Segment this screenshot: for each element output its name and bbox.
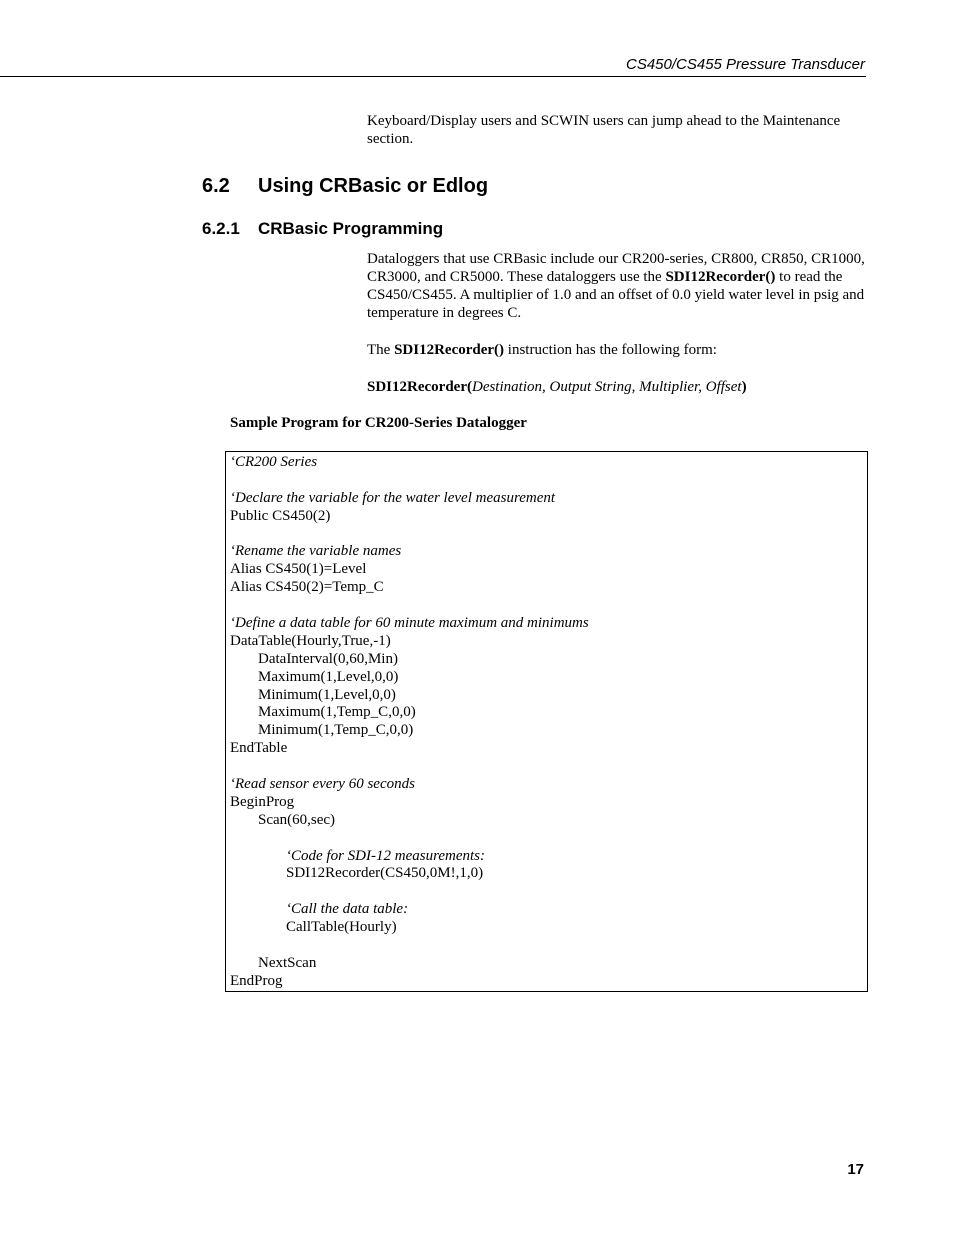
intro-paragraph: Keyboard/Display users and SCWIN users can jump ahead to the Maintenance section. bbox=[367, 113, 841, 147]
syntax-close-paren: ) bbox=[741, 379, 747, 395]
code-line: Maximum(1,Temp_C,0,0) bbox=[258, 704, 416, 721]
subsection-heading bbox=[202, 219, 443, 239]
code-line bbox=[230, 758, 589, 776]
syntax-function-name: SDI12Recorder( bbox=[367, 379, 472, 395]
sample-program-box bbox=[225, 451, 868, 992]
code-comment-line: ‘Rename the variable names bbox=[230, 543, 402, 560]
crbasic-paragraph bbox=[367, 250, 867, 322]
code-line: NextScan bbox=[258, 954, 317, 971]
sdi12recorder-term: SDI12Recorder() bbox=[665, 269, 776, 285]
code-comment-line: ‘Define a data table for 60 minute maximum and minimums bbox=[230, 615, 589, 632]
code-line: BeginProg bbox=[230, 793, 295, 810]
code-line bbox=[230, 937, 589, 955]
code-line bbox=[230, 597, 589, 615]
instruction-form-paragraph bbox=[367, 341, 867, 359]
instruction-form-end: instruction has the following form: bbox=[504, 342, 717, 358]
subsection-title: CRBasic Programming bbox=[258, 219, 444, 238]
page-number: 17 bbox=[847, 1161, 864, 1178]
section-heading bbox=[202, 175, 488, 198]
instruction-form-term: SDI12Recorder() bbox=[394, 342, 505, 358]
code-line: Public CS450(2) bbox=[230, 507, 331, 524]
code-comment-line: ‘CR200 Series bbox=[230, 454, 318, 470]
sample-program-caption: Sample Program for CR200-Series Datalogger bbox=[230, 415, 527, 431]
code-line bbox=[230, 472, 589, 490]
code-line: DataInterval(0,60,Min) bbox=[258, 650, 398, 667]
section-number: 6.2 bbox=[202, 175, 230, 197]
code-line: Maximum(1,Level,0,0) bbox=[258, 668, 399, 685]
code-line: CallTable(Hourly) bbox=[286, 919, 397, 936]
code-line: Scan(60,sec) bbox=[258, 811, 336, 828]
syntax-line bbox=[367, 378, 867, 396]
code-line bbox=[230, 830, 589, 848]
code-line bbox=[230, 883, 589, 901]
code-comment-line: ‘Declare the variable for the water level measurement bbox=[230, 489, 556, 506]
code-line: Minimum(1,Level,0,0) bbox=[258, 686, 396, 703]
section-title: Using CRBasic or Edlog bbox=[258, 175, 489, 197]
code-comment-line: ‘Call the data table: bbox=[286, 901, 409, 918]
code-line: EndTable bbox=[230, 740, 288, 757]
code-comment-line: ‘Code for SDI-12 measurements: bbox=[286, 847, 485, 864]
code-line: SDI12Recorder(CS450,0M!,1,0) bbox=[286, 865, 484, 882]
code-line bbox=[230, 526, 589, 544]
code-line: EndProg bbox=[230, 972, 283, 989]
crbasic-paragraph-start: Dataloggers that use CRBasic include our CR200-series, CR800, CR850, CR1000, CR3000, and CR5000. These dataloggers use the bbox=[367, 251, 865, 285]
subsection-number: 6.2.1 bbox=[202, 219, 240, 238]
running-header-title: CS450/CS455 Pressure Transducer bbox=[625, 56, 865, 73]
syntax-parameters: Destination, Output String, Multiplier, Offset bbox=[471, 379, 742, 395]
instruction-form-start: The bbox=[367, 342, 395, 358]
code-line: Minimum(1,Temp_C,0,0) bbox=[258, 722, 414, 739]
code-comment-line: ‘Read sensor every 60 seconds bbox=[230, 776, 415, 793]
crbasic-paragraph-end: to read the CS450/CS455. A multiplier of 1.0 and an offset of 0.0 yield water level in psig and temperature in degrees C. bbox=[367, 269, 865, 321]
header-rule bbox=[0, 76, 866, 77]
sample-program-code bbox=[230, 454, 589, 991]
code-line: Alias CS450(2)=Temp_C bbox=[230, 579, 384, 596]
code-line: Alias CS450(1)=Level bbox=[230, 561, 367, 578]
code-line: DataTable(Hourly,True,-1) bbox=[230, 632, 391, 649]
